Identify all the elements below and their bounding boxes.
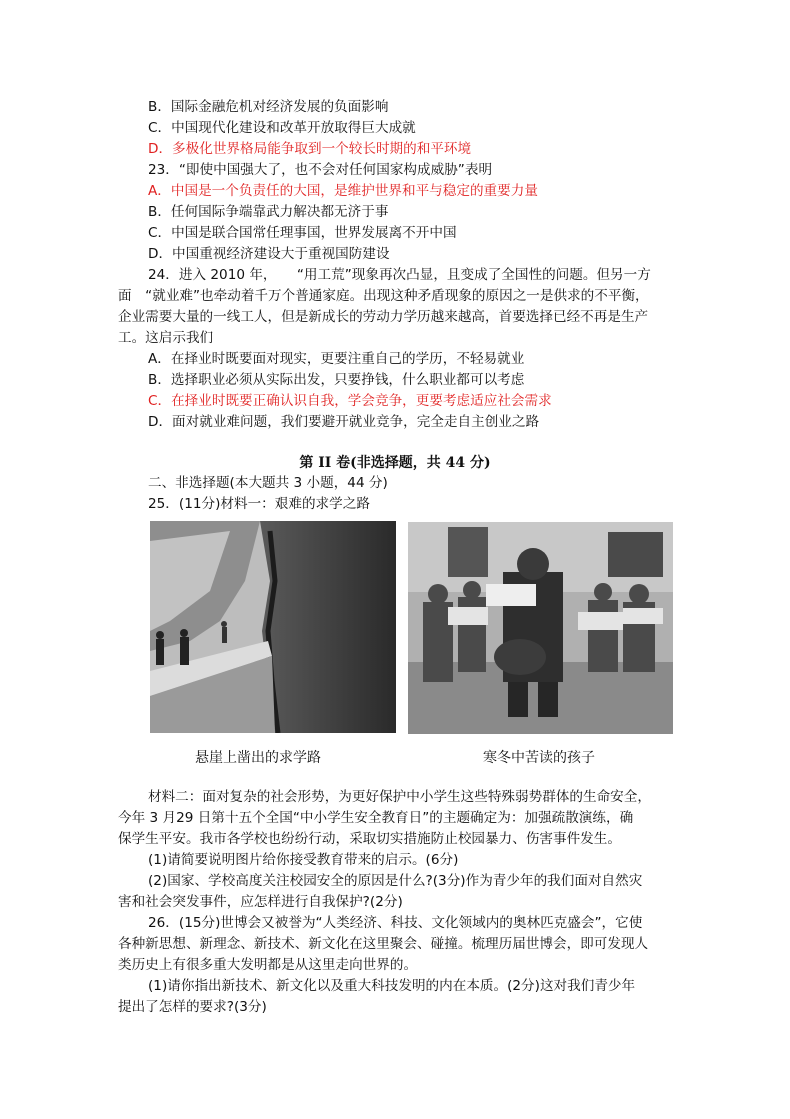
question-25-heading: 25．(11分)材料一：艰难的求学之路 <box>148 496 370 512</box>
question-26-line3: 类历史上有很多重大发明都是从这里走向世界的。 <box>118 957 418 973</box>
question-24-line4: 工。这启示我们 <box>118 330 214 346</box>
option-c-24-answer: C．在择业时既要正确认识自我，学会竞争，更要考虑适应社会需求 <box>148 393 552 409</box>
option-d-22-answer: D．多极化世界格局能争取到一个较长时期的和平环境 <box>148 141 472 157</box>
question-25-2-line1: (2)国家、学校高度关注校园安全的原因是什么?(3分)作为青少年的我们面对自然灾 <box>148 873 643 889</box>
question-25-2-line2: 害和社会突发事件，应怎样进行自我保护?(2分) <box>118 894 403 910</box>
question-25-1: (1)请简要说明图片给你接受教育带来的启示。(6分) <box>148 852 459 868</box>
option-b-24: B．选择职业必须从实际出发，只要挣钱，什么职业都可以考虑 <box>148 372 525 388</box>
material-two-line3: 保学生平安。我市各学校也纷纷行动，采取切实措施防止校园暴力、伤害事件发生。 <box>118 831 621 847</box>
option-d-24: D．面对就业难问题，我们要避开就业竞争，完全走自主创业之路 <box>148 414 540 430</box>
option-c-23: C．中国是联合国常任理事国，世界发展离不开中国 <box>148 225 457 241</box>
part-two-heading: 二、非选择题(本大题共 3 小题，44 分) <box>148 475 388 491</box>
option-a-24: A．在择业时既要面对现实，更要注重自己的学历，不轻易就业 <box>148 351 525 367</box>
material-two-line2: 今年 3 月29 日第十五个全国“中小学生安全教育日”的主题确定为：加强疏散演练，确 <box>118 810 634 826</box>
option-b-22: B．国际金融危机对经济发展的负面影响 <box>148 99 389 115</box>
question-26-1-line1: (1)请你指出新技术、新文化以及重大科技发明的内在本质。(2分)这对我们青少年 <box>148 978 636 994</box>
question-24-line2: 面 “就业难”也牵动着千万个普通家庭。出现这种矛盾现象的原因之一是供求的不平衡， <box>118 288 649 304</box>
section-title: 第 II 卷(非选择题，共 44 分) <box>299 455 491 471</box>
left-photo-caption: 悬崖上凿出的求学路 <box>195 750 321 766</box>
material-two-line1: 材料二：面对复杂的社会形势，为更好保护中小学生这些特殊弱势群体的生命安全， <box>148 789 651 805</box>
question-26-line1: 26．(15分)世博会又被誉为“人类经济、科技、文化领域内的奥林匹克盛会”，它使 <box>148 915 643 931</box>
cliff-path-photo <box>150 521 396 733</box>
question-24-line3: 企业需要大量的一线工人，但是新成长的劳动力学历越来越高，首要选择已经不再是生产 <box>118 309 649 325</box>
question-23: 23．“即使中国强大了，也不会对任何国家构成威胁”表明 <box>148 162 493 178</box>
question-24-line1: 24．进入 2010 年， “用工荒”现象再次凸显，且变成了全国性的问题。但另一方 <box>148 267 651 283</box>
children-reading-photo <box>408 522 673 734</box>
right-photo-caption: 寒冬中苦读的孩子 <box>483 750 595 766</box>
question-26-1-line2: 提出了怎样的要求?(3分) <box>118 999 267 1015</box>
question-26-line2: 各种新思想、新理念、新技术、新文化在这里聚会、碰撞。梳理历届世博会，即可发现人 <box>118 936 649 952</box>
option-c-22: C．中国现代化建设和改革开放取得巨大成就 <box>148 120 416 136</box>
option-d-23: D．中国重视经济建设大于重视国防建设 <box>148 246 390 262</box>
option-a-23-answer: A．中国是一个负责任的大国，是维护世界和平与稳定的重要力量 <box>148 183 538 199</box>
option-b-23: B．任何国际争端靠武力解决都无济于事 <box>148 204 389 220</box>
